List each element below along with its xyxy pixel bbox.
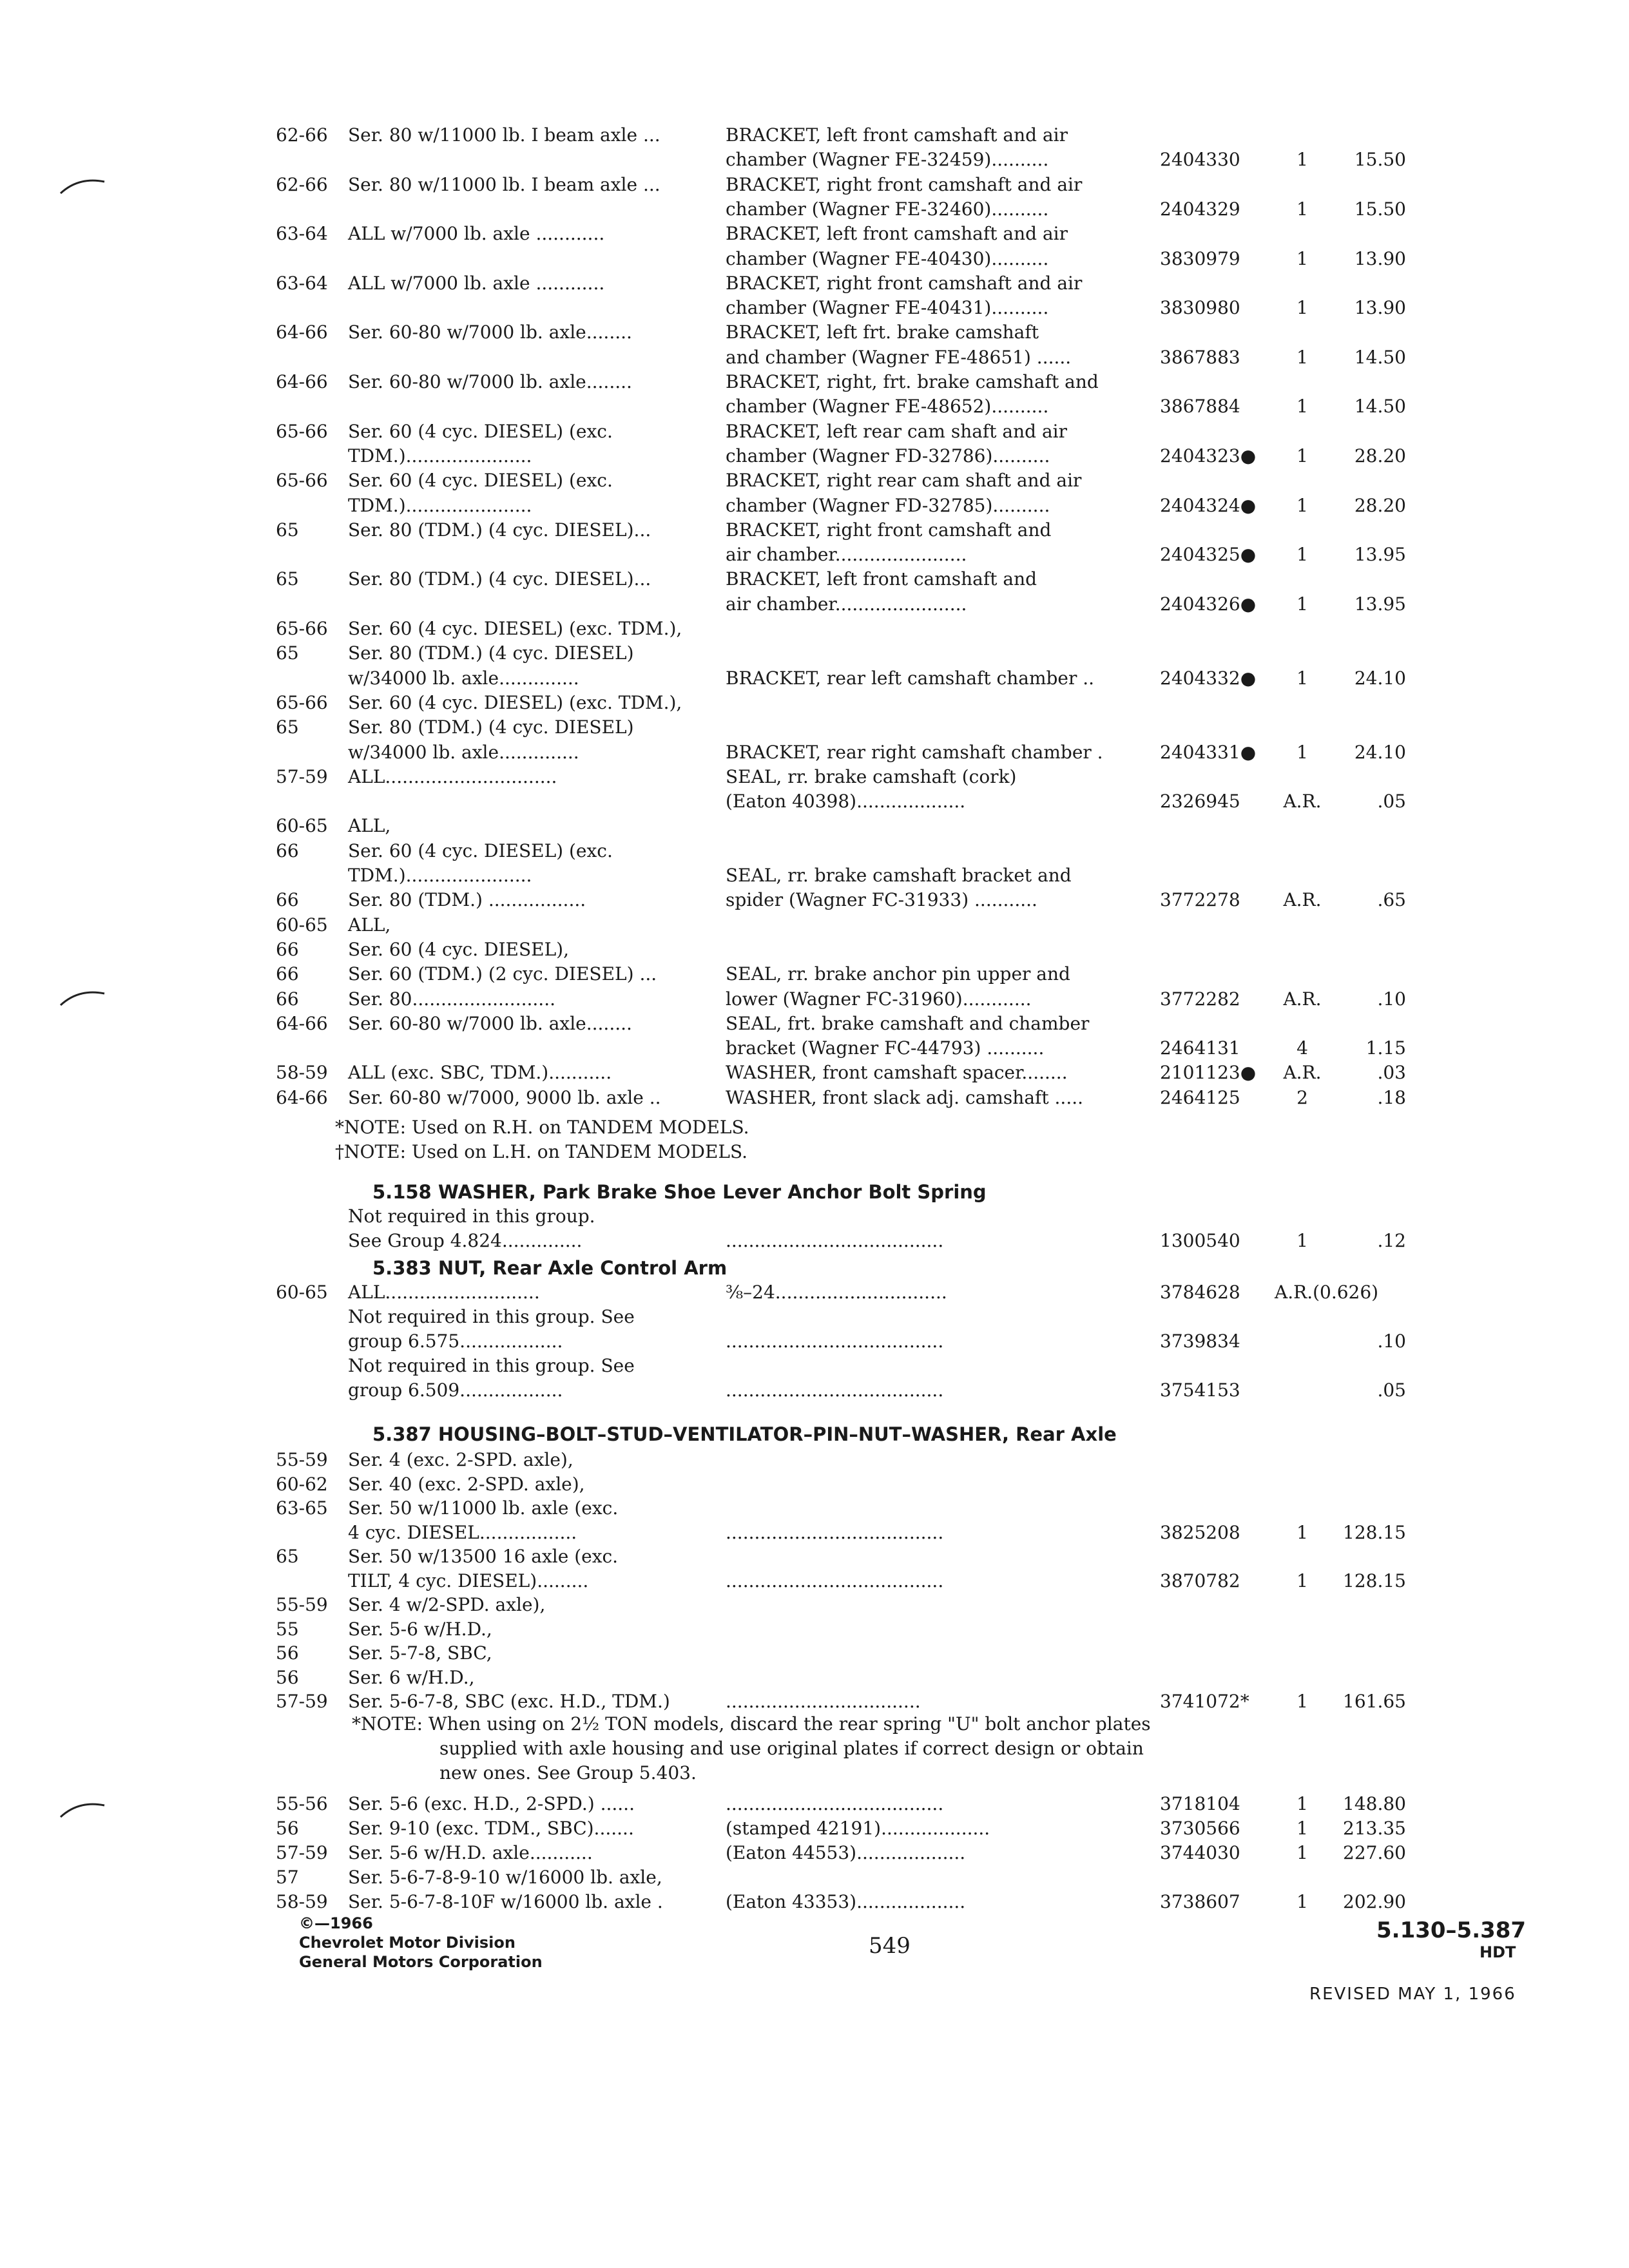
quantity: A.R. xyxy=(1283,791,1322,812)
description: (Eaton 40398)................... xyxy=(726,791,966,812)
description: SEAL, rr. brake anchor pin upper and xyxy=(726,963,1070,985)
note-line: †NOTE: Used on L.H. on TANDEM MODELS. xyxy=(335,1141,748,1162)
application: Ser. 80 (TDM.) (4 cyc. DIESEL)... xyxy=(348,519,651,541)
list-price: 15.50 xyxy=(1354,149,1406,171)
table-row xyxy=(0,1640,1629,1666)
table-row xyxy=(0,1035,1629,1061)
table-row xyxy=(0,542,1629,568)
year-range: 65 xyxy=(276,1546,299,1567)
year-range: 57-59 xyxy=(276,1691,328,1712)
list-price: 148.80 xyxy=(1343,1793,1406,1814)
table-row xyxy=(0,1865,1629,1890)
year-range: 60-62 xyxy=(276,1473,328,1495)
quantity: A.R. xyxy=(1283,988,1322,1010)
table-row xyxy=(0,320,1629,345)
table-row xyxy=(0,961,1629,987)
description: chamber (Wagner FE-40430).......... xyxy=(726,247,1049,269)
description: bracket (Wagner FC-44793) .......... xyxy=(726,1037,1045,1059)
part-number: 3754153 xyxy=(1160,1379,1240,1401)
quantity: 1 xyxy=(1296,1793,1308,1814)
table-row xyxy=(0,616,1629,642)
description: BRACKET, right front camshaft and air xyxy=(726,272,1083,294)
application: Ser. 60-80 w/7000, 9000 lb. axle .. xyxy=(348,1086,661,1108)
list-price: 227.60 xyxy=(1343,1842,1406,1863)
year-range: 60-65 xyxy=(276,815,328,837)
table-row xyxy=(0,295,1629,321)
application: w/34000 lb. axle.............. xyxy=(348,667,579,689)
description: WASHER, front camshaft spacer........ xyxy=(726,1062,1068,1084)
year-range: 57 xyxy=(276,1867,299,1888)
part-number: 3830980 xyxy=(1160,297,1240,319)
application: Ser. 40 (exc. 2-SPD. axle), xyxy=(348,1473,585,1495)
application: Ser. 60 (4 cyc. DIESEL) (exc. TDM.), xyxy=(348,691,682,713)
list-price: .65 xyxy=(1377,889,1406,911)
part-number: 3772278 xyxy=(1160,889,1240,911)
year-range: 63-65 xyxy=(276,1497,328,1519)
year-range: 57-59 xyxy=(276,765,328,787)
part-number: 3867884 xyxy=(1160,396,1240,418)
list-price: 213.35 xyxy=(1343,1818,1406,1839)
table-row xyxy=(0,740,1629,765)
table-row xyxy=(0,764,1629,790)
table-row xyxy=(0,345,1629,370)
table-row xyxy=(0,1520,1629,1546)
table-row xyxy=(0,221,1629,247)
year-range: 56 xyxy=(276,1818,299,1839)
table-row xyxy=(0,813,1629,839)
table-row xyxy=(0,468,1629,494)
description: chamber (Wagner FD-32786).......... xyxy=(726,445,1050,466)
year-range: 58-59 xyxy=(276,1062,328,1084)
application: Ser. 60-80 w/7000 lb. axle........ xyxy=(348,371,632,392)
table-row xyxy=(0,1840,1629,1866)
year-range: 55-59 xyxy=(276,1449,328,1470)
list-price: .10 xyxy=(1377,988,1406,1010)
application: Ser. 60-80 w/7000 lb. axle........ xyxy=(348,1012,632,1034)
application: w/34000 lb. axle.............. xyxy=(348,741,579,763)
part-number: 3730566 xyxy=(1160,1818,1240,1839)
table-row xyxy=(0,517,1629,543)
application: Ser. 80 w/11000 lb. I beam axle ... xyxy=(348,173,660,195)
year-range: 64-66 xyxy=(276,1012,328,1034)
quantity: 1 xyxy=(1296,1818,1308,1839)
application: ALL (exc. SBC, TDM.)........... xyxy=(348,1062,612,1084)
year-range: 55 xyxy=(276,1618,299,1640)
table-row xyxy=(0,1204,1629,1229)
part-number: 2464125 xyxy=(1160,1086,1240,1108)
year-range: 64-66 xyxy=(276,1086,328,1108)
description: BRACKET, right front camshaft and xyxy=(726,519,1052,541)
quantity: 1 xyxy=(1296,445,1308,466)
application: Ser. 5-6-7-8, SBC (exc. H.D., TDM.) xyxy=(348,1691,670,1712)
part-number: 2404326● xyxy=(1160,593,1257,615)
note-line: *NOTE: When using on 2½ TON models, discard the rear spring "U" bolt anchor plates xyxy=(352,1713,1151,1735)
list-price: 13.95 xyxy=(1354,544,1406,566)
part-number: 2404323● xyxy=(1160,445,1257,466)
description: (Eaton 44553)................... xyxy=(726,1842,966,1863)
year-range: 66 xyxy=(276,938,299,960)
description: lower (Wagner FC-31960)............ xyxy=(726,988,1032,1010)
description: ...................................... xyxy=(726,1521,944,1543)
table-row xyxy=(0,394,1629,419)
description: chamber (Wagner FE-32459).......... xyxy=(726,149,1049,171)
quantity: 1 xyxy=(1296,247,1308,269)
description: BRACKET, right, frt. brake camshaft and xyxy=(726,371,1099,392)
list-price: 128.15 xyxy=(1343,1521,1406,1543)
table-row xyxy=(0,789,1629,814)
application: Ser. 80 (TDM.) (4 cyc. DIESEL) xyxy=(348,716,634,738)
table-row xyxy=(0,1689,1629,1715)
table-row xyxy=(0,246,1629,272)
application: Ser. 50 w/13500 16 axle (exc. xyxy=(348,1546,619,1567)
description: ...................................... xyxy=(726,1379,944,1401)
table-row xyxy=(0,1495,1629,1521)
table-row xyxy=(0,122,1629,148)
part-number: 2101123● xyxy=(1160,1062,1257,1084)
list-price: 13.90 xyxy=(1354,297,1406,319)
year-range: 63-64 xyxy=(276,223,328,245)
part-number: 3739834 xyxy=(1160,1331,1240,1352)
table-row xyxy=(0,666,1629,691)
part-number: 1300540 xyxy=(1160,1230,1240,1251)
note-line: new ones. See Group 5.403. xyxy=(439,1762,697,1783)
part-number: 2404332● xyxy=(1160,667,1257,689)
quantity: A.R. xyxy=(1283,889,1322,911)
description: air chamber....................... xyxy=(726,593,967,615)
year-range: 65-66 xyxy=(276,420,328,442)
table-row xyxy=(0,887,1629,913)
part-number: 3718104 xyxy=(1160,1793,1240,1814)
list-price: 161.65 xyxy=(1343,1691,1406,1712)
quantity: 1 xyxy=(1296,741,1308,763)
table-row xyxy=(0,197,1629,222)
part-number: 3744030 xyxy=(1160,1842,1240,1863)
application: Ser. 4 w/2-SPD. axle), xyxy=(348,1594,546,1615)
page-number: 549 xyxy=(869,1933,911,1959)
year-range: 60-65 xyxy=(276,1282,328,1303)
application: Ser. 5-6 w/H.D., xyxy=(348,1618,492,1640)
application: ALL w/7000 lb. axle ............ xyxy=(348,272,605,294)
year-range: 65-66 xyxy=(276,470,328,492)
application: Ser. 60 (4 cyc. DIESEL), xyxy=(348,938,569,960)
year-range: 55-59 xyxy=(276,1594,328,1615)
part-number: 3830979 xyxy=(1160,247,1240,269)
table-row xyxy=(0,172,1629,198)
list-price: 13.90 xyxy=(1354,247,1406,269)
year-range: 66 xyxy=(276,963,299,985)
part-number: 3784628 xyxy=(1160,1282,1240,1303)
table-row xyxy=(0,1060,1629,1086)
list-price: 1.15 xyxy=(1365,1037,1406,1059)
hdt-label: HDT xyxy=(1480,1943,1516,1961)
application: TILT, 4 cyc. DIESEL)......... xyxy=(348,1570,589,1591)
list-price: 15.50 xyxy=(1354,198,1406,220)
year-range: 57-59 xyxy=(276,1842,328,1863)
application: Ser. 80 (TDM.) (4 cyc. DIESEL) xyxy=(348,642,634,664)
description: BRACKET, left front camshaft and air xyxy=(726,124,1068,146)
year-range: 63-64 xyxy=(276,272,328,294)
application: Not required in this group. See xyxy=(348,1355,635,1376)
description: and chamber (Wagner FE-48651) ...... xyxy=(726,346,1072,368)
application: Ser. 80 w/11000 lb. I beam axle ... xyxy=(348,124,660,146)
application: ALL, xyxy=(348,815,391,837)
description: ...................................... xyxy=(726,1570,944,1591)
revised-date: REVISED MAY 1, 1966 xyxy=(1309,1984,1516,2004)
corporation-name: General Motors Corporation xyxy=(299,1953,543,1971)
section-heading-5383: 5.383 NUT, Rear Axle Control Arm xyxy=(372,1257,728,1279)
application: ALL.............................. xyxy=(348,765,557,787)
year-range: 65-66 xyxy=(276,618,328,639)
application: Ser. 50 w/11000 lb. axle (exc. xyxy=(348,1497,619,1519)
application: group 6.575.................. xyxy=(348,1331,563,1352)
table-row xyxy=(0,986,1629,1012)
table-row xyxy=(0,1280,1629,1305)
division-name: Chevrolet Motor Division xyxy=(299,1934,516,1952)
quantity: 1 xyxy=(1296,593,1308,615)
description: BRACKET, right rear cam shaft and air xyxy=(726,470,1082,492)
part-number: 2464131 xyxy=(1160,1037,1240,1059)
year-range: 62-66 xyxy=(276,124,328,146)
application: group 6.509.................. xyxy=(348,1379,563,1401)
list-price: 24.10 xyxy=(1354,741,1406,763)
quantity: 1 xyxy=(1296,1842,1308,1863)
note-line: supplied with axle housing and use original plates if correct design or obtain xyxy=(439,1738,1144,1759)
year-range: 56 xyxy=(276,1642,299,1664)
table-row xyxy=(0,1816,1629,1841)
list-price: .05 xyxy=(1377,791,1406,812)
table-row xyxy=(0,1447,1629,1473)
description: chamber (Wagner FD-32785).......... xyxy=(726,494,1050,516)
quantity: 1 xyxy=(1296,494,1308,516)
list-price: 28.20 xyxy=(1354,494,1406,516)
table-row xyxy=(0,1791,1629,1817)
list-price: .05 xyxy=(1377,1379,1406,1401)
application: Ser. 9-10 (exc. TDM., SBC)....... xyxy=(348,1818,634,1839)
section-heading-5387: 5.387 HOUSING–BOLT–STUD–VENTILATOR–PIN–NUT–WASHER, Rear Axle xyxy=(372,1423,1117,1445)
table-row xyxy=(0,443,1629,469)
list-price: 28.20 xyxy=(1354,445,1406,466)
table-row xyxy=(0,566,1629,592)
quantity: 1 xyxy=(1296,1230,1308,1251)
application: ALL........................... xyxy=(348,1282,540,1303)
quantity: 1 xyxy=(1296,1521,1308,1543)
description: SEAL, frt. brake camshaft and chamber xyxy=(726,1012,1090,1034)
table-row xyxy=(0,1085,1629,1111)
quantity: 1 xyxy=(1296,1570,1308,1591)
application: Ser. 4 (exc. 2-SPD. axle), xyxy=(348,1449,574,1470)
description: ...................................... xyxy=(726,1331,944,1352)
year-range: 58-59 xyxy=(276,1891,328,1912)
table-row xyxy=(0,690,1629,716)
table-row xyxy=(0,1889,1629,1915)
part-number: 3825208 xyxy=(1160,1521,1240,1543)
application: Ser. 60 (4 cyc. DIESEL) (exc. xyxy=(348,420,613,442)
table-row xyxy=(0,715,1629,740)
application: Ser. 60-80 w/7000 lb. axle........ xyxy=(348,322,632,343)
part-number: 3867883 xyxy=(1160,346,1240,368)
table-row xyxy=(0,1544,1629,1570)
table-row xyxy=(0,1228,1629,1254)
part-number: 3738607 xyxy=(1160,1891,1240,1912)
note-line: *NOTE: Used on R.H. on TANDEM MODELS. xyxy=(335,1117,749,1138)
description: BRACKET, right front camshaft and air xyxy=(726,173,1083,195)
application: Not required in this group. xyxy=(348,1206,595,1227)
application: Ser. 5-6 w/H.D. axle........... xyxy=(348,1842,593,1863)
year-range: 65 xyxy=(276,519,299,541)
copyright: ©—1966 xyxy=(299,1914,373,1932)
description: BRACKET, left frt. brake camshaft xyxy=(726,322,1039,343)
description: BRACKET, left rear cam shaft and air xyxy=(726,420,1068,442)
description: BRACKET, left front camshaft and xyxy=(726,568,1037,590)
quantity: A.R. xyxy=(1283,1062,1322,1084)
description: SEAL, rr. brake camshaft (cork) xyxy=(726,765,1017,787)
year-range: 56 xyxy=(276,1666,299,1688)
quantity: 1 xyxy=(1296,198,1308,220)
table-row xyxy=(0,369,1629,395)
year-range: 55-56 xyxy=(276,1793,328,1814)
quantity: 1 xyxy=(1296,149,1308,171)
description: .................................. xyxy=(726,1691,921,1712)
table-row xyxy=(0,1329,1629,1354)
application: TDM.)...................... xyxy=(348,445,532,466)
part-number: 3870782 xyxy=(1160,1570,1240,1591)
application: Ser. 5-6-7-8-9-10 w/16000 lb. axle, xyxy=(348,1867,662,1888)
year-range: 66 xyxy=(276,988,299,1010)
list-price: 24.10 xyxy=(1354,667,1406,689)
table-row xyxy=(0,1568,1629,1594)
application: Not required in this group. See xyxy=(348,1306,635,1327)
part-number: 2404324● xyxy=(1160,494,1257,516)
quantity: 2 xyxy=(1296,1086,1308,1108)
table-row xyxy=(0,1592,1629,1618)
description: ...................................... xyxy=(726,1230,944,1251)
year-range: 62-66 xyxy=(276,173,328,195)
list-price: 202.90 xyxy=(1343,1891,1406,1912)
description: air chamber....................... xyxy=(726,544,967,566)
list-price: .18 xyxy=(1377,1086,1406,1108)
description: chamber (Wagner FE-48652).......... xyxy=(726,396,1049,418)
application: Ser. 5-7-8, SBC, xyxy=(348,1642,492,1664)
year-range: 65 xyxy=(276,716,299,738)
table-row xyxy=(0,640,1629,666)
application: Ser. 5-6-7-8-10F w/16000 lb. axle . xyxy=(348,1891,663,1912)
description: ...................................... xyxy=(726,1793,944,1814)
part-number: 2404331● xyxy=(1160,741,1257,763)
description: (stamped 42191)................... xyxy=(726,1818,990,1839)
table-row xyxy=(0,419,1629,445)
application: Ser. 80......................... xyxy=(348,988,555,1010)
list-price: .12 xyxy=(1377,1230,1406,1251)
year-range: 65-66 xyxy=(276,691,328,713)
quantity: 1 xyxy=(1296,1891,1308,1912)
description: WASHER, front slack adj. camshaft ..... xyxy=(726,1086,1084,1108)
table-row xyxy=(0,1378,1629,1403)
table-row xyxy=(0,1617,1629,1642)
quantity: 4 xyxy=(1296,1037,1308,1059)
list-price: 14.50 xyxy=(1354,396,1406,418)
application: Ser. 60 (4 cyc. DIESEL) (exc. TDM.), xyxy=(348,618,682,639)
section-heading-5158: 5.158 WASHER, Park Brake Shoe Lever Anchor Bolt Spring xyxy=(372,1181,987,1203)
quantity: 1 xyxy=(1296,544,1308,566)
description: (Eaton 43353)................... xyxy=(726,1891,966,1912)
table-row xyxy=(0,1665,1629,1691)
quantity: 1 xyxy=(1296,346,1308,368)
description: BRACKET, rear right camshaft chamber . xyxy=(726,741,1103,763)
year-range: 66 xyxy=(276,840,299,861)
quantity: A.R.(0.626) xyxy=(1275,1282,1379,1303)
description: BRACKET, rear left camshaft chamber .. xyxy=(726,667,1095,689)
table-row xyxy=(0,493,1629,519)
part-number: 2326945 xyxy=(1160,791,1240,812)
application: TDM.)...................... xyxy=(348,865,532,886)
description: SEAL, rr. brake camshaft bracket and xyxy=(726,865,1072,886)
list-price: .03 xyxy=(1377,1062,1406,1084)
part-number: 2404330 xyxy=(1160,149,1240,171)
application: Ser. 80 (TDM.) (4 cyc. DIESEL)... xyxy=(348,568,651,590)
year-range: 64-66 xyxy=(276,371,328,392)
part-number: 2404325● xyxy=(1160,544,1257,566)
application: Ser. 5-6 (exc. H.D., 2-SPD.) ...... xyxy=(348,1793,635,1814)
application: ALL, xyxy=(348,914,391,936)
quantity: 1 xyxy=(1296,297,1308,319)
description: chamber (Wagner FE-40431).......... xyxy=(726,297,1049,319)
group-range: 5.130–5.387 xyxy=(1376,1917,1527,1943)
table-row xyxy=(0,271,1629,296)
description: spider (Wagner FC-31933) ........... xyxy=(726,889,1037,911)
list-price: 128.15 xyxy=(1343,1570,1406,1591)
quantity: 1 xyxy=(1296,396,1308,418)
part-number: 3741072* xyxy=(1160,1691,1249,1712)
quantity: 1 xyxy=(1296,1691,1308,1712)
table-row xyxy=(0,912,1629,938)
table-row xyxy=(0,1304,1629,1330)
application: Ser. 80 (TDM.) ................. xyxy=(348,889,586,911)
year-range: 66 xyxy=(276,889,299,911)
year-range: 65 xyxy=(276,568,299,590)
application: TDM.)...................... xyxy=(348,494,532,516)
application: Ser. 60 (4 cyc. DIESEL) (exc. xyxy=(348,470,613,492)
part-number: 3772282 xyxy=(1160,988,1240,1010)
table-row xyxy=(0,863,1629,889)
table-row xyxy=(0,1353,1629,1379)
application: Ser. 60 (TDM.) (2 cyc. DIESEL) ... xyxy=(348,963,657,985)
table-row xyxy=(0,1011,1629,1037)
application: Ser. 6 w/H.D., xyxy=(348,1666,475,1688)
quantity: 1 xyxy=(1296,667,1308,689)
table-row xyxy=(0,147,1629,173)
list-price: 14.50 xyxy=(1354,346,1406,368)
application: See Group 4.824.............. xyxy=(348,1230,583,1251)
year-range: 60-65 xyxy=(276,914,328,936)
description: ⅜–24.............................. xyxy=(726,1282,947,1303)
list-price: 13.95 xyxy=(1354,593,1406,615)
table-row xyxy=(0,838,1629,864)
year-range: 65 xyxy=(276,642,299,664)
description: BRACKET, left front camshaft and air xyxy=(726,223,1068,245)
year-range: 64-66 xyxy=(276,322,328,343)
application: Ser. 60 (4 cyc. DIESEL) (exc. xyxy=(348,840,613,861)
part-number: 2404329 xyxy=(1160,198,1240,220)
application: 4 cyc. DIESEL................. xyxy=(348,1521,577,1543)
description: chamber (Wagner FE-32460).......... xyxy=(726,198,1049,220)
table-row xyxy=(0,591,1629,617)
application: ALL w/7000 lb. axle ............ xyxy=(348,223,605,245)
list-price: .10 xyxy=(1377,1331,1406,1352)
table-row xyxy=(0,937,1629,963)
table-row xyxy=(0,1472,1629,1497)
